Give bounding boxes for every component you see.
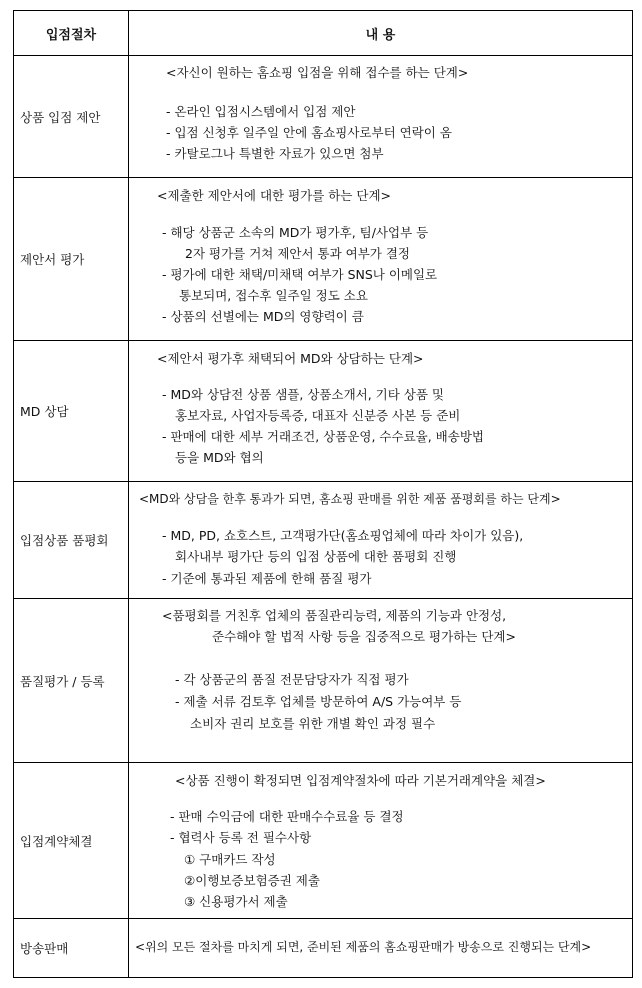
detail-line: - MD, PD, 쇼호스트, 고객평가단(홈쇼핑업체에 따라 차이가 있음), xyxy=(162,528,524,543)
detail-line: - 판매 수익금에 대한 판매수수료율 등 결정 xyxy=(170,809,404,824)
detail-line: - 협력사 등록 전 필수사항 xyxy=(170,830,312,845)
detail-line: ③ 신용평가서 제출 xyxy=(184,894,288,909)
summary-text: <자신이 원하는 홈쇼핑 입점을 위해 접수를 하는 단계> xyxy=(166,65,469,80)
detail-line: 홍보자료, 사업자등록증, 대표자 신분증 사본 등 준비 xyxy=(175,408,461,423)
summary-text: <위의 모든 절차를 마치게 되면, 준비된 제품의 홈쇼핑판매가 방송으로 진행되는 단계> xyxy=(135,940,592,954)
detail-line: - 카탈로그나 특별한 자료가 있으면 첨부 xyxy=(166,146,384,161)
step-cell: 입점계약체결 xyxy=(14,763,129,919)
summary-text: <MD와 상담을 한후 통과가 되면, 홈쇼핑 판매를 위한 제품 품평회를 하는 단계> xyxy=(139,492,561,506)
detail-line: 등을 MD와 협의 xyxy=(175,450,264,465)
summary-text: <품평회를 거친후 업체의 품질관리능력, 제품의 기능과 안정성, xyxy=(162,608,507,623)
step-cell: 품질평가 / 등록 xyxy=(14,599,129,763)
detail-line: ① 구매카드 작성 xyxy=(184,852,276,867)
table-row xyxy=(14,341,633,482)
detail-line: - 상품의 선별에는 MD의 영향력이 큼 xyxy=(162,309,364,324)
step-cell: 입점상품 품평회 xyxy=(14,482,129,599)
detail-line: - 온라인 입점시스템에서 입점 제안 xyxy=(166,104,356,119)
detail-line: - 각 상품군의 품질 전문담당자가 직접 평가 xyxy=(175,672,409,687)
detail-line: 회사내부 평가단 등의 입점 상품에 대한 품평회 진행 xyxy=(175,549,457,564)
summary-text: <제안서 평가후 채택되어 MD와 상담하는 단계> xyxy=(157,351,424,366)
content-cell xyxy=(129,482,633,599)
detail-line: - 기준에 통과된 제품에 한해 품질 평가 xyxy=(162,571,372,586)
table-row xyxy=(14,919,633,978)
summary-text-continued: 준수해야 할 법적 사항 등을 집중적으로 평가하는 단계> xyxy=(212,629,516,644)
detail-line: - 입점 신청후 일주일 안에 홈쇼핑사로부터 연락이 옴 xyxy=(166,125,452,140)
detail-line: - 해당 상품군 소속의 MD가 평가후, 팀/사업부 등 xyxy=(162,225,429,240)
step-cell: 제안서 평가 xyxy=(14,178,129,341)
detail-line: - 평가에 대한 채택/미채택 여부가 SNS나 이메일로 xyxy=(162,267,438,282)
table-row xyxy=(14,178,633,341)
summary-text: <상품 진행이 확정되면 입점계약절차에 따라 기본거래계약을 체결> xyxy=(175,773,546,788)
header-content: 내 용 xyxy=(129,11,633,56)
table-row xyxy=(14,599,633,763)
step-cell: 상품 입점 제안 xyxy=(14,56,129,178)
header-step: 입점절차 xyxy=(14,11,129,56)
table-row xyxy=(14,56,633,178)
detail-line: - 판매에 대한 세부 거래조건, 상품운영, 수수료율, 배송방법 xyxy=(162,429,484,444)
detail-line: ②이행보증보험증권 제출 xyxy=(184,873,320,888)
detail-line: - MD와 상담전 상품 샘플, 상품소개서, 기타 상품 및 xyxy=(162,387,445,402)
detail-line: 소비자 권리 보호를 위한 개별 확인 과정 필수 xyxy=(190,716,436,731)
procedure-table xyxy=(13,10,633,978)
content-cell xyxy=(129,599,633,763)
detail-line: - 제출 서류 검토후 업체를 방문하여 A/S 가능여부 등 xyxy=(175,694,462,709)
content-cell xyxy=(129,56,633,178)
step-cell: MD 상담 xyxy=(14,341,129,482)
content-cell xyxy=(129,763,633,919)
detail-line: 2자 평가를 거쳐 제안서 통과 여부가 결정 xyxy=(185,246,410,261)
content-cell xyxy=(129,341,633,482)
step-cell: 방송판매 xyxy=(14,919,129,978)
summary-text: <제출한 제안서에 대한 평가를 하는 단계> xyxy=(157,188,392,203)
table-row xyxy=(14,763,633,919)
table-row xyxy=(14,482,633,599)
content-cell xyxy=(129,178,633,341)
content-cell xyxy=(129,919,633,978)
table-header-row xyxy=(14,11,633,56)
detail-line: 통보되며, 접수후 일주일 정도 소요 xyxy=(179,288,368,303)
